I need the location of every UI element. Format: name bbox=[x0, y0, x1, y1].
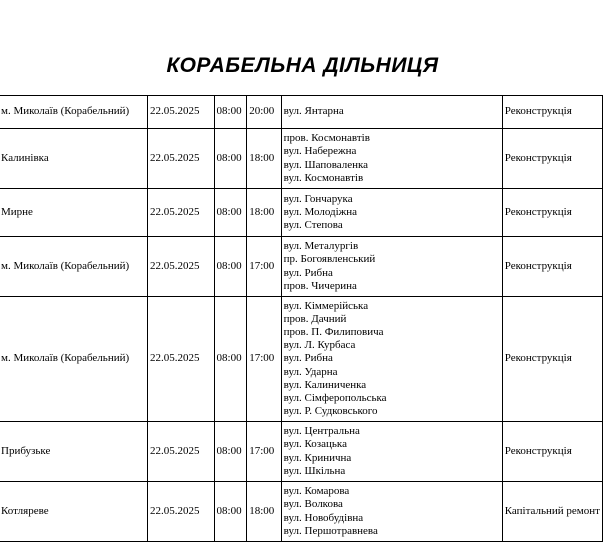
end-time-cell: 18:00 bbox=[247, 189, 281, 237]
start-time-cell: 08:00 bbox=[214, 422, 247, 482]
street-name: вул. Металургів bbox=[283, 240, 359, 253]
work-type-cell: Реконструкція bbox=[502, 297, 602, 422]
start-time-cell: 08:00 bbox=[214, 96, 247, 129]
settlement-cell: м. Миколаїв (Корабельний) bbox=[0, 297, 148, 422]
streets-cell bbox=[281, 189, 502, 237]
table-row bbox=[0, 297, 603, 422]
street-name: вул. Степова bbox=[283, 219, 343, 232]
street-name: вул. Набережна bbox=[283, 145, 357, 158]
end-time-cell: 18:00 bbox=[247, 482, 281, 542]
settlement-cell: м. Миколаїв (Корабельний) bbox=[0, 96, 148, 129]
start-time-cell: 08:00 bbox=[214, 482, 247, 542]
street-name: вул. Комарова bbox=[283, 485, 350, 498]
work-type-cell: Реконструкція bbox=[502, 129, 602, 189]
table-row bbox=[0, 237, 603, 297]
end-time-cell: 17:00 bbox=[247, 422, 281, 482]
street-name: вул. Ударна bbox=[283, 365, 338, 378]
work-type-cell: Реконструкція bbox=[502, 237, 602, 297]
street-name: вул. Новобудівна bbox=[283, 511, 364, 524]
date-cell: 22.05.2025 bbox=[148, 422, 215, 482]
work-type-cell: Реконструкція bbox=[502, 422, 602, 482]
settlement-cell: м. Миколаїв (Корабельний) bbox=[0, 237, 148, 297]
street-name: вул. Калиниченка bbox=[283, 378, 367, 391]
work-type-cell: Реконструкція bbox=[502, 189, 602, 237]
street-name: вул. Козацька bbox=[283, 438, 347, 451]
start-time-cell: 08:00 bbox=[214, 237, 247, 297]
streets-cell bbox=[281, 482, 502, 542]
table-row bbox=[0, 482, 603, 542]
start-time-cell: 08:00 bbox=[214, 189, 247, 237]
street-name: вул. Космонавтів bbox=[283, 171, 364, 184]
street-name: вул. Кринична bbox=[283, 451, 352, 464]
street-name: вул. Янтарна bbox=[283, 105, 344, 118]
start-time-cell: 08:00 bbox=[214, 129, 247, 189]
street-name: вул. Першотравнева bbox=[283, 524, 378, 537]
street-name: вул. Гончарука bbox=[283, 192, 353, 205]
settlement-cell: Мирне bbox=[0, 189, 148, 237]
street-name: вул. Волкова bbox=[283, 498, 343, 511]
date-cell: 22.05.2025 bbox=[148, 482, 215, 542]
date-cell: 22.05.2025 bbox=[148, 237, 215, 297]
street-name: пров. Космонавтів bbox=[283, 132, 370, 145]
street-name: вул. Рибна bbox=[283, 266, 333, 279]
settlement-cell: Прибузьке bbox=[0, 422, 148, 482]
work-type-cell: Капітальний ремонт bbox=[502, 482, 602, 542]
date-cell: 22.05.2025 bbox=[148, 189, 215, 237]
start-time-cell: 08:00 bbox=[214, 297, 247, 422]
table-row bbox=[0, 96, 603, 129]
street-name: вул. Центральна bbox=[283, 425, 360, 438]
street-name: вул. Кіммерійська bbox=[283, 300, 369, 313]
street-name: вул. Р. Судковського bbox=[283, 404, 378, 417]
street-name: вул. Л. Курбаса bbox=[283, 339, 356, 352]
work-type-cell: Реконструкція bbox=[502, 96, 602, 129]
page-title: КОРАБЕЛЬНА ДІЛЬНИЦЯ bbox=[166, 54, 439, 77]
end-time-cell: 17:00 bbox=[247, 297, 281, 422]
end-time-cell: 17:00 bbox=[247, 237, 281, 297]
date-cell: 22.05.2025 bbox=[148, 297, 215, 422]
street-name: вул. Шкільна bbox=[283, 464, 346, 477]
street-name: пров. Дачний bbox=[283, 313, 347, 326]
street-name: пров. П. Филиповича bbox=[283, 326, 384, 339]
streets-cell bbox=[281, 237, 502, 297]
end-time-cell: 18:00 bbox=[247, 129, 281, 189]
date-cell: 22.05.2025 bbox=[148, 129, 215, 189]
settlement-cell: Калинівка bbox=[0, 129, 148, 189]
street-name: вул. Молодіжна bbox=[283, 205, 358, 218]
date-cell: 22.05.2025 bbox=[148, 96, 215, 129]
street-name: вул. Шаповаленка bbox=[283, 158, 369, 171]
end-time-cell: 20:00 bbox=[247, 96, 281, 129]
table-row bbox=[0, 422, 603, 482]
table-row bbox=[0, 189, 603, 237]
streets-cell bbox=[281, 96, 502, 129]
settlement-cell: Котляреве bbox=[0, 482, 148, 542]
table-row bbox=[0, 129, 603, 189]
outage-schedule-table bbox=[0, 95, 603, 542]
streets-cell bbox=[281, 422, 502, 482]
street-name: пров. Чичерина bbox=[283, 279, 357, 292]
street-name: вул. Рибна bbox=[283, 352, 333, 365]
street-name: пр. Богоявленський bbox=[283, 253, 376, 266]
streets-cell bbox=[281, 297, 502, 422]
streets-cell bbox=[281, 129, 502, 189]
street-name: вул. Сімферопольська bbox=[283, 391, 387, 404]
